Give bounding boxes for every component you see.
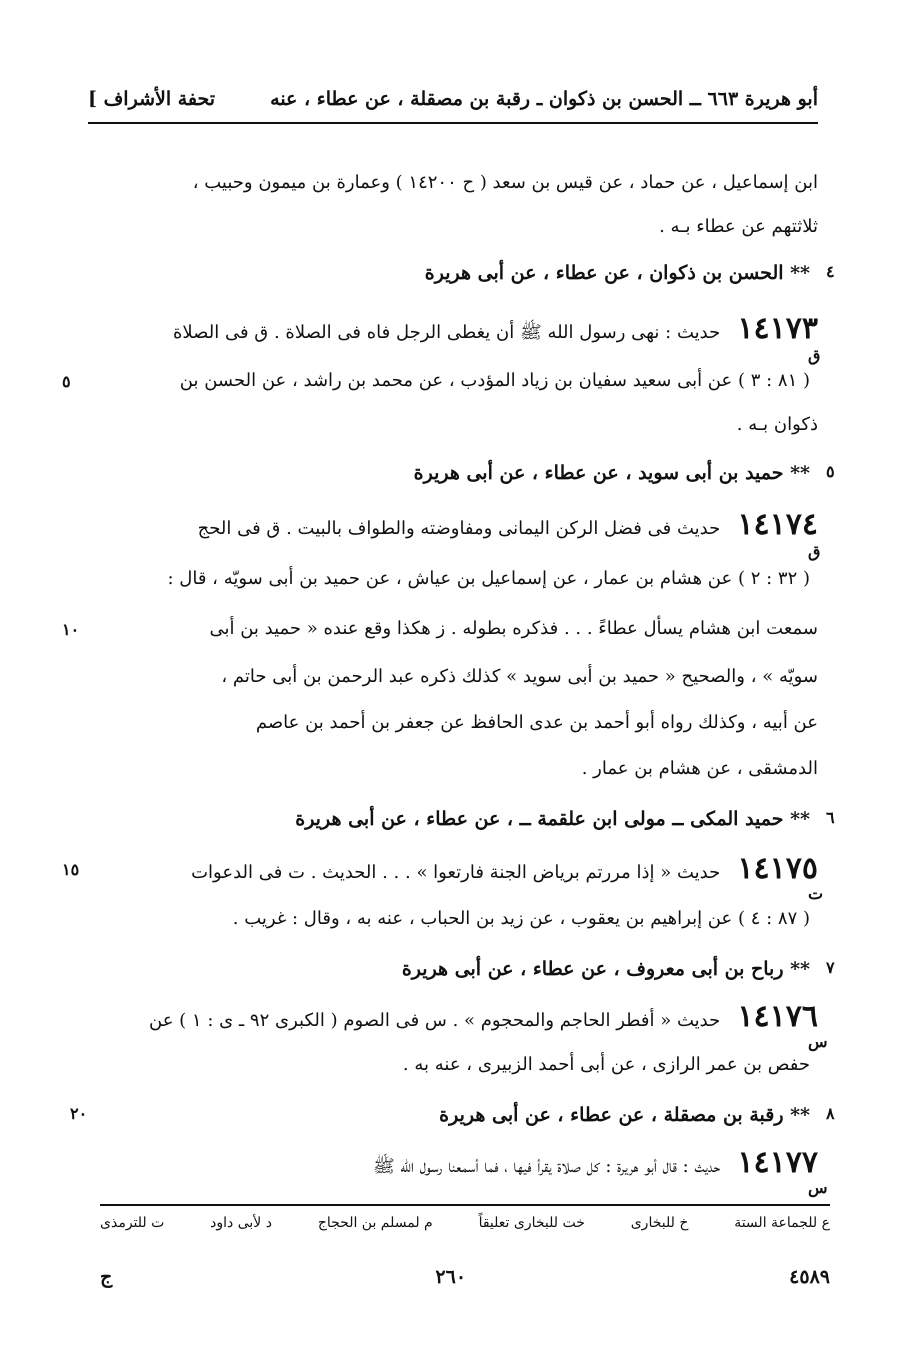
entry-number: ١٤١٧٧ [737, 1145, 818, 1180]
paragraph-number: ٥ [826, 462, 835, 481]
entry-line [88, 508, 818, 542]
entry-text: حديث « إذا مررتم برياض الجنة فارتعوا » . . . الحديث . ت فى الدعوات [191, 862, 721, 883]
entry-number: ١٤١٧٣ [737, 311, 818, 346]
text-line: عن أبيه ، وكذلك رواه أبو أحمد بن عدى الحافظ عن جعفر بن أحمد بن عاصم [255, 712, 818, 733]
line-number: ١٠ [62, 620, 80, 639]
running-header [88, 80, 818, 118]
paragraph-number: ٧ [826, 958, 835, 977]
entry-text: حديث : قال أبو هريرة : كل صلاة يقرأ فيها ، فما أسمعنا رسول الله ﷺ [372, 1156, 721, 1177]
section-heading: ** حميد بن أبى سويد ، عن عطاء ، عن أبى هريرة [413, 462, 810, 484]
paragraph-number: ٨ [826, 1104, 835, 1123]
page-number: ٢٦٠ [435, 1266, 467, 1288]
signature-mark: ج [100, 1266, 113, 1288]
entry-number: ١٤١٧٥ [737, 851, 818, 886]
siglum: ق [808, 542, 821, 561]
page-footer [100, 1262, 830, 1292]
entry-text: حديث : نهى رسول الله ﷺ أن يغطى الرجل فاه فى الصلاة . ق فى الصلاة [172, 322, 721, 343]
abbrev-item: ع للجماعة الستة [734, 1215, 830, 1231]
header-left: [ تحفة الأشراف [88, 88, 216, 110]
footer-rule [100, 1204, 830, 1206]
entry-number: ١٤١٧٦ [737, 999, 818, 1034]
entry-text: حديث « أفطر الحاجم والمحجوم » . س فى الصوم ( الكبرى ٩٢ ـ ى : ١ ) عن [149, 1010, 721, 1031]
paragraph-number: ٤ [826, 262, 835, 281]
paragraph-number: ٦ [826, 808, 835, 827]
section-heading: ** رباح بن أبى معروف ، عن عطاء ، عن أبى هريرة [401, 958, 810, 980]
abbrev-item: خ للبخارى [630, 1215, 689, 1231]
section-heading: ** الحسن بن ذكوان ، عن عطاء ، عن أبى هريرة [424, 262, 810, 284]
entry-line [88, 1000, 818, 1034]
section-heading: ** حميد المكى ــ مولى ابن علقمة ــ ، عن عطاء ، عن أبى هريرة [295, 808, 810, 830]
line-number: ٥ [62, 372, 71, 391]
text-line: سمعت ابن هشام يسأل عطاءً . . . فذكره بطوله . ز هكذا وقع عنده « حميد بن أبى [209, 618, 818, 639]
entry-number: ١٤١٧٤ [737, 507, 818, 542]
header-right: أبو هريرة ٦٦٣ ــ الحسن بن ذكوان ـ رقبة بن مصقلة ، عن عطاء ، عنه [270, 88, 818, 110]
siglum: ق [808, 346, 821, 365]
abbrev-item: ت للترمذى [100, 1215, 165, 1231]
header-rule [88, 122, 818, 124]
abbrev-item: د لأبى داود [210, 1215, 272, 1231]
text-line: ثلاثتهم عن عطاء بـه . [659, 216, 818, 237]
text-line: ( ٨٧ : ٤ ) عن إبراهيم بن يعقوب ، عن زيد بن الحباب ، عنه به ، وقال : غريب . [232, 908, 810, 929]
text-line: حفص بن عمر الرازى ، عن أبى أحمد الزبيرى ، عنه به . [402, 1054, 810, 1075]
siglum: س [808, 1178, 828, 1197]
entry-line [88, 312, 818, 346]
text-line: ابن إسماعيل ، عن حماد ، عن قيس بن سعد ( ح ١٤٢٠٠ ) وعمارة بن ميمون وحبيب ، [192, 172, 818, 193]
entry-line [88, 852, 818, 886]
entry-line [88, 1146, 818, 1180]
section-heading: ** رقبة بن مصقلة ، عن عطاء ، عن أبى هريرة [439, 1104, 810, 1126]
text-line: ( ٨١ : ٣ ) عن أبى سعيد سفيان بن زياد المؤدب ، عن محمد بن راشد ، عن الحسن بن [179, 370, 810, 391]
abbrev-item: م لمسلم بن الحجاج [317, 1215, 433, 1231]
abbreviation-key [100, 1215, 830, 1241]
text-line: سويّه » ، والصحيح « حميد بن أبى سويد » كذلك ذكره عبد الرحمن بن أبى حاتم ، [221, 666, 818, 687]
text-line: الدمشقى ، عن هشام بن عمار . [581, 758, 818, 779]
text-line: ذكوان بـه . [736, 414, 818, 435]
siglum: س [808, 1032, 828, 1051]
line-number: ١٥ [62, 860, 80, 879]
entry-text: حديث فى فضل الركن اليمانى ومفاوضته والطواف بالبيت . ق فى الحج [197, 518, 721, 539]
text-line: ( ٣٢ : ٢ ) عن هشام بن عمار ، عن إسماعيل بن عياش ، عن حميد بن أبى سويّه ، قال : [167, 568, 810, 589]
abbrev-item: خت للبخارى تعليقاً [478, 1215, 585, 1231]
volume-code: ٤٥٨٩ [789, 1266, 830, 1288]
siglum: ت [808, 884, 824, 903]
line-number: ٢٠ [70, 1104, 88, 1123]
